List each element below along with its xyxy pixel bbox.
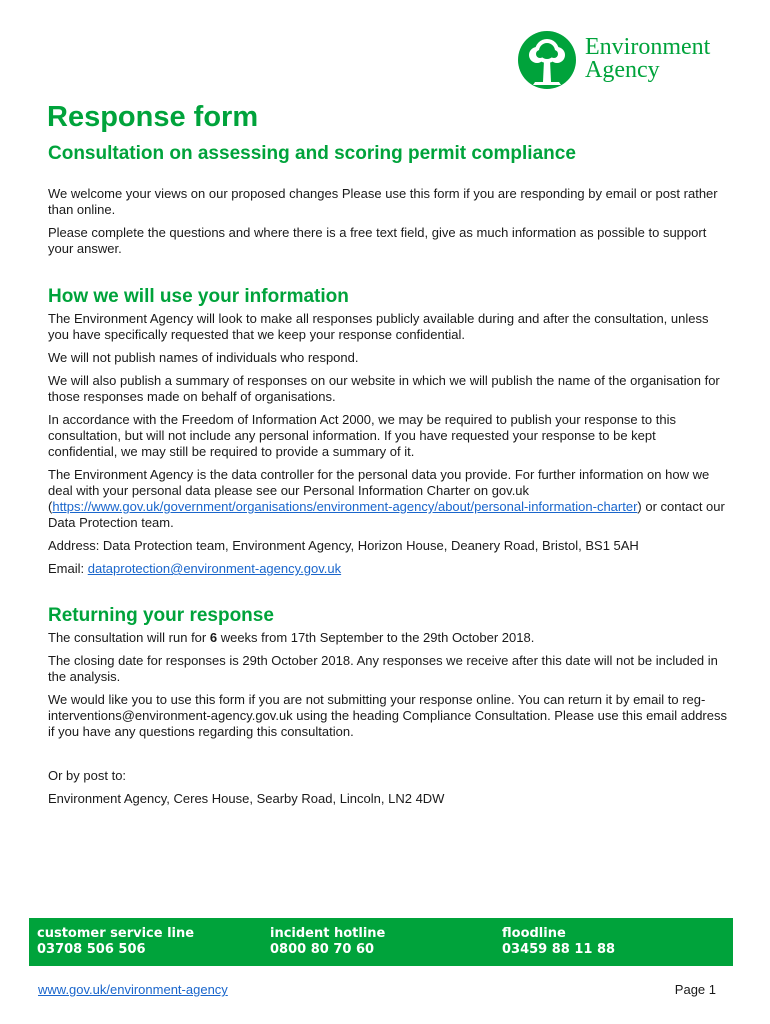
email-label: Email: [48, 561, 88, 576]
contact-footer-bar [29, 918, 733, 966]
customer-service-label: customer service line [37, 926, 195, 941]
charter-text-before: The Environment Agency is the data controller for the personal data you provide. For further information on how we deal with your personal data please see our Personal Information Charter on gov.uk ( [48, 467, 710, 514]
information-paragraph-4: In accordance with the Freedom of Information Act 2000, we may be required to publish your response to this consultation, but will not include any personal information. If you have requested your response to be kept confidential, we may still be required to provide a summary of it. [48, 412, 676, 459]
data-protection-email-link[interactable]: dataprotection@environment-agency.gov.uk [87, 561, 342, 576]
intro-section [48, 186, 728, 264]
post-label: Or by post to: [48, 768, 127, 783]
floodline-label: floodline [502, 926, 566, 941]
run-weeks-count: 6 [209, 630, 218, 645]
customer-service-contact [37, 926, 194, 958]
returning-section [48, 605, 728, 814]
information-paragraph-3: We will also publish a summary of responses on our website in which we will publish the name of the organisation for those responses made on behalf of organisations. [48, 373, 720, 404]
logo-line-2: Agency [585, 57, 660, 83]
run-text-after: weeks from 17th September to the 29th October 2018. [217, 630, 535, 645]
data-protection-email [48, 561, 728, 577]
tree-emblem-icon [517, 30, 579, 90]
logo-wordmark [585, 36, 710, 82]
customer-service-number: 03708 506 506 [37, 942, 146, 957]
data-protection-address: Address: Data Protection team, Environment Agency, Horizon House, Deanery Road, Bristol, BS1 5AH [48, 538, 639, 553]
information-section [48, 286, 728, 584]
floodline-number: 03459 88 11 88 [502, 942, 616, 957]
information-paragraph-2: We will not publish names of individuals who respond. [48, 350, 359, 365]
incident-hotline-label: incident hotline [270, 926, 386, 941]
intro-paragraph-2: Please complete the questions and where there is a free text field, give as much information as possible to support your answer. [48, 225, 707, 256]
charter-text-after: ) or contact our Data Protection team. [48, 499, 725, 530]
post-address: Environment Agency, Ceres House, Searby Road, Lincoln, LN2 4DW [48, 791, 445, 806]
personal-information-charter-link[interactable]: https://www.gov.uk/government/organisations/environment-agency/about/personal-information-charter [52, 499, 638, 514]
website-link[interactable]: www.gov.uk/environment-agency [38, 982, 228, 997]
information-heading: How we will use your information [48, 286, 349, 307]
information-paragraph-1: The Environment Agency will look to make all responses publicly available during and after the consultation, unless you have specifically requested that we keep your response confidential. [48, 311, 709, 342]
environment-agency-logo [517, 30, 737, 90]
page-number: Page 1 [674, 982, 716, 997]
intro-paragraph-1: We welcome your views on our proposed changes Please use this form if you are responding by email or post rather than online. [48, 186, 718, 217]
incident-hotline-contact [270, 926, 385, 958]
returning-paragraph-3: We would like you to use this form if you are not submitting your response online. You can return it by email to reg-interventions@environment-agency.gov.uk using the heading Compliance Consultation. Please use this email address if you have any questions regarding this consultation. [48, 692, 727, 739]
incident-hotline-number: 0800 80 70 60 [270, 942, 375, 957]
floodline-contact [502, 926, 615, 958]
returning-paragraph-1 [48, 630, 728, 646]
returning-heading: Returning your response [48, 605, 274, 626]
run-text-before: The consultation will run for [48, 630, 210, 645]
page-title: Response form [47, 101, 259, 133]
returning-paragraph-2: The closing date for responses is 29th October 2018. Any responses we receive after this date will not be included in the analysis. [48, 653, 718, 684]
information-paragraph-5 [48, 467, 728, 531]
logo-line-1: Environment [585, 34, 711, 60]
page-subtitle: Consultation on assessing and scoring permit compliance [48, 143, 576, 164]
